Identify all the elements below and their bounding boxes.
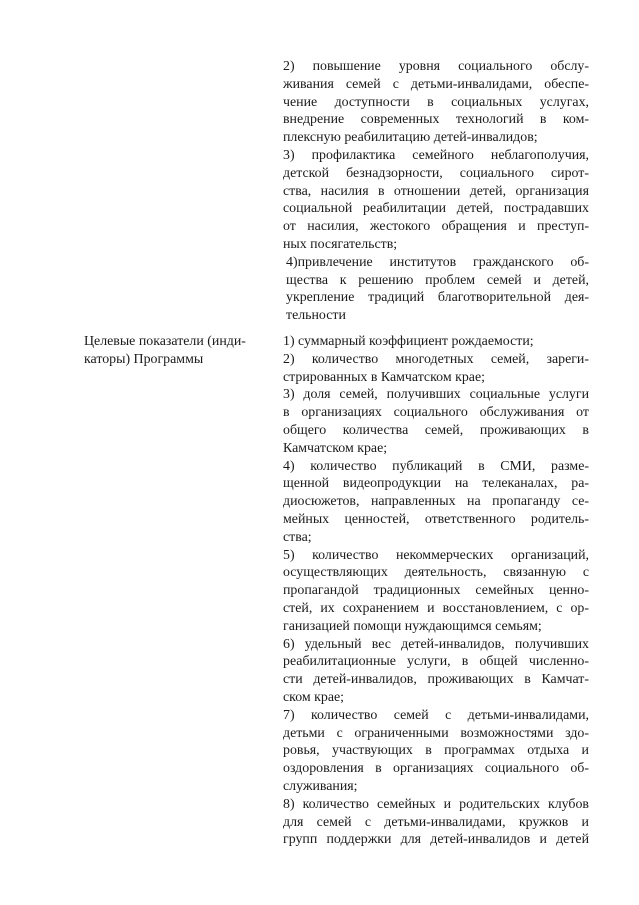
indicator-line: стрированных в Камчатском крае; (283, 369, 485, 385)
indicator-line: 3) доля семей, получивших социальные услуги (283, 387, 589, 403)
indicator-line: ском крае; (283, 689, 345, 705)
text-line: ства, насилия в отношении детей, организация (283, 183, 589, 199)
indicator-line: щенной видеопродукции на телеканалах, ра- (283, 476, 589, 492)
indicator-line: 6) удельный вес детей-инвалидов, получивших (283, 636, 589, 652)
text-line: ных посягательств; (283, 236, 398, 252)
text-line: внедрение современных технологий в ком- (283, 112, 589, 128)
indicator-line: групп поддержки для детей-инвалидов и детей (283, 832, 589, 848)
indicator-line: в организациях социального обслуживания от (283, 405, 589, 421)
indicator-line: ровья, участвующих в программах отдыха и (283, 743, 589, 759)
indicator-line: пропагандой традиционных семейных ценно- (283, 583, 589, 599)
indicator-line: 4) количество публикаций в СМИ, разме- (283, 458, 589, 474)
text-line: чение доступности в социальных услугах, (283, 94, 589, 110)
text-line: 4)привлечение институтов гражданского об- (286, 254, 589, 270)
goals-continuation-block (283, 58, 589, 325)
indicator-line: общего количества семей, проживающих в (283, 422, 589, 438)
indicator-line: для семей с детьми-инвалидами, кружков и (283, 814, 589, 830)
text-line: плексную реабилитацию детей-инвалидов; (283, 130, 538, 146)
indicator-line: реабилитационные услуги, в общей численно- (283, 654, 589, 670)
indicator-line: ганизацией помощи нуждающимся семьям; (283, 618, 542, 634)
indicator-line: диосюжетов, направленных на пропаганду се- (283, 494, 589, 510)
label-line: каторы) Программы (84, 351, 204, 367)
indicator-line: сти детей-инвалидов, проживающих в Камчат- (283, 672, 589, 688)
indicator-line: 7) количество семей с детьми-инвалидами, (283, 707, 589, 723)
text-line: щества к решению проблем семей и детей, (286, 272, 589, 288)
text-line: живания семей с детьми-инвалидами, обеспе- (283, 76, 589, 92)
indicator-line: 1) суммарный коэффициент рождаемости; (283, 334, 534, 349)
indicator-line: 5) количество некоммерческих организаций, (283, 547, 589, 563)
indicator-line: 8) количество семейных и родительских клубов (283, 796, 589, 812)
text-line: 2) повышение уровня социального обслу- (283, 59, 589, 74)
indicator-line: ства; (283, 529, 312, 545)
text-line: социальной реабилитации детей, пострадавших (283, 201, 589, 217)
indicator-line: 2) количество многодетных семей, зареги- (283, 351, 589, 367)
indicator-line: мейных ценностей, ответственного родитель- (283, 511, 589, 527)
indicator-line: оздоровления в организациях социального об- (283, 761, 589, 777)
indicators-row-label (84, 333, 266, 369)
indicator-line: осуществляющих деятельность, связанную с (283, 565, 589, 581)
text-line: детской безнадзорности, социального сирот- (283, 165, 589, 181)
indicator-line: служивания; (283, 778, 358, 794)
text-line: тельности (286, 308, 346, 324)
indicators-list (283, 333, 589, 849)
label-line: Целевые показатели (инди- (84, 334, 246, 349)
text-line: укрепление традиций благотворительной дея- (286, 290, 589, 306)
indicator-line: Камчатском крае; (283, 440, 388, 456)
indicator-line: стей, их сохранением и восстановлением, с ор- (283, 600, 589, 616)
text-line: от насилия, жестокого обращения и преступ- (283, 219, 589, 235)
text-line: 3) профилактика семейного неблагополучия, (283, 147, 589, 163)
indicator-line: детьми с ограниченными возможностями здо- (283, 725, 589, 741)
